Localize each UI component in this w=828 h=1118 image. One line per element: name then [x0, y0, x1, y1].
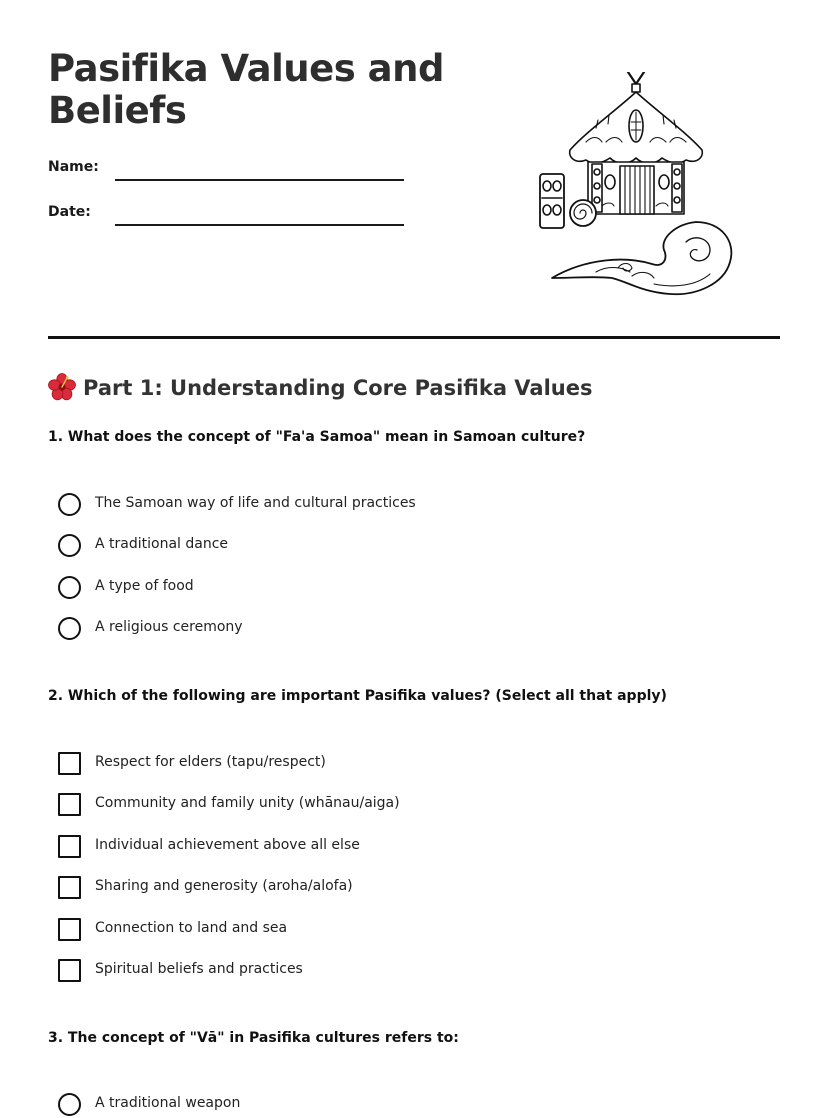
q1-option-3-radio[interactable]: [58, 576, 81, 599]
q1-option-3-label: A type of food: [95, 578, 194, 594]
q3-option-1-label: A traditional weapon: [95, 1095, 241, 1111]
name-label: Name:: [48, 159, 99, 175]
q2-option-3-label: Individual achievement above all else: [95, 837, 360, 853]
name-field[interactable]: [48, 155, 408, 185]
q2-option-1-checkbox[interactable]: [58, 752, 81, 775]
q1-option-4-radio[interactable]: [58, 617, 81, 640]
q2-option-5-checkbox[interactable]: [58, 918, 81, 941]
q1-option-2-label: A traditional dance: [95, 536, 229, 552]
q1-option-2-radio[interactable]: [58, 534, 81, 557]
fale-house-illustration: [536, 72, 736, 302]
q1-option-1-label: The Samoan way of life and cultural practices: [95, 495, 416, 511]
date-line[interactable]: [115, 224, 404, 226]
q2-option-6-label: Spiritual beliefs and practices: [95, 961, 303, 977]
name-line[interactable]: [115, 179, 404, 181]
q1-option-4-label: A religious ceremony: [95, 619, 243, 635]
q2-option-5-label: Connection to land and sea: [95, 920, 288, 936]
q2-option-1-label: Respect for elders (tapu/respect): [95, 754, 326, 770]
worksheet-title: Pasifika Values and Beliefs: [48, 47, 444, 132]
header-divider: [48, 336, 780, 339]
q2-option-6-checkbox[interactable]: [58, 959, 81, 982]
q2-option-4-checkbox[interactable]: [58, 876, 81, 899]
question-1: 1. What does the concept of "Fa'a Samoa" mean in Samoan culture?: [48, 429, 586, 445]
q2-option-2-checkbox[interactable]: [58, 793, 81, 816]
q3-option-1-radio[interactable]: [58, 1093, 81, 1116]
hibiscus-flower-icon: [48, 373, 76, 401]
q2-option-4-label: Sharing and generosity (aroha/alofa): [95, 878, 353, 894]
question-3: 3. The concept of "Vā" in Pasifika cultures refers to:: [48, 1030, 459, 1046]
question-2: 2. Which of the following are important Pasifika values? (Select all that apply): [48, 688, 667, 704]
part1-title-text: Part 1: Understanding Core Pasifika Values: [83, 376, 593, 400]
q1-option-1-radio[interactable]: [58, 493, 81, 516]
date-label: Date:: [48, 204, 91, 220]
date-field[interactable]: [48, 200, 408, 230]
q2-option-3-checkbox[interactable]: [58, 835, 81, 858]
part1-title: [48, 372, 592, 404]
q2-option-2-label: Community and family unity (whānau/aiga): [95, 795, 400, 811]
worksheet-page: [48, 0, 780, 1118]
